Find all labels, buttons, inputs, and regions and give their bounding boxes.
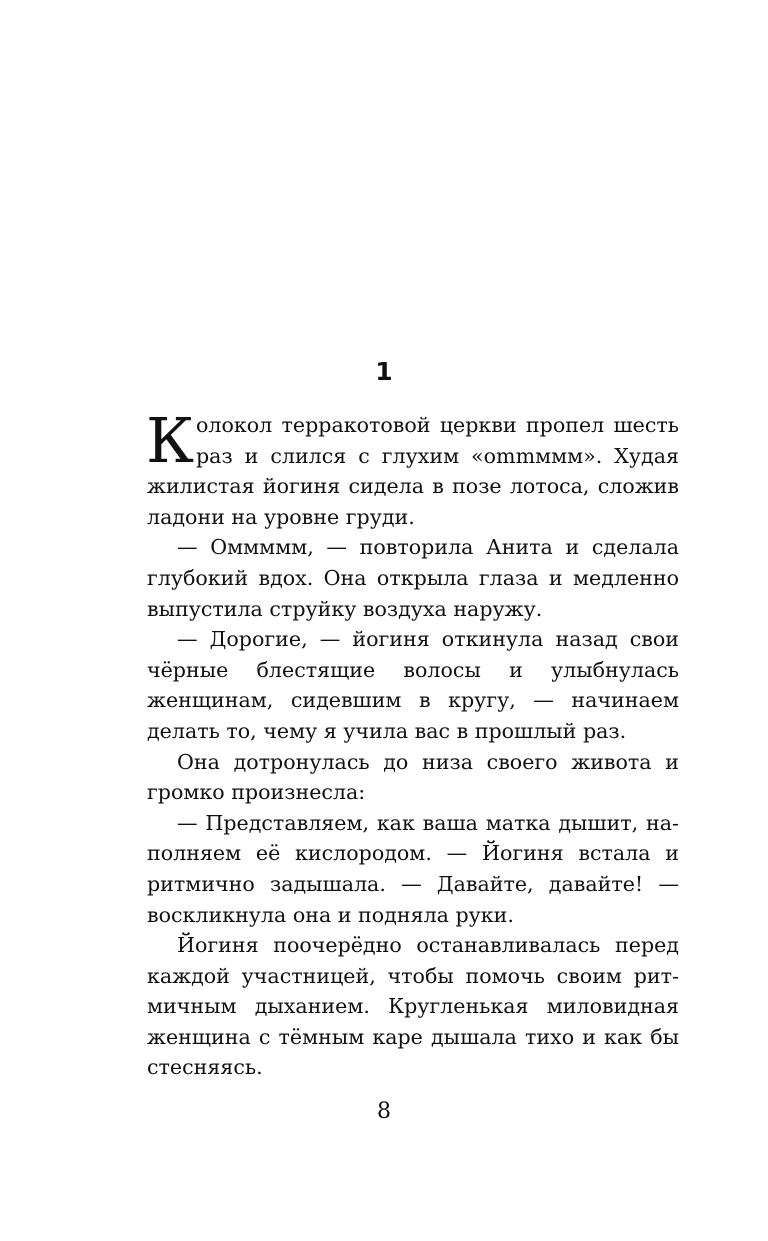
chapter-number: 1 [375,357,393,386]
paragraph-4: Она дотронулась до низа своего живота и громко произнесла: [147,749,679,805]
paragraph-3: — Дорогие, — йогиня откинула назад свои чёрные блестящие волосы и улыбнулась женщинам, сидевшим в кругу, — начинаем делать то, чему я учила вас в прошлый раз. [147,627,679,743]
paragraph-5: — Представляем, как ваша матка дышит, наполняем её кислородом. — Йогиня встала и ритмично задышала. — Давайте, давайте! — воскликнула она и подняла руки. [147,810,679,927]
page-number: 8 [377,1099,391,1124]
paragraph-2: — Оммммм, — повторила Анита и сделала глубокий вдох. Она открыла глаза и медленно выпустила струйку воздуха наружу. [147,535,679,621]
paragraph-1 [146,404,679,532]
chapter-text [146,404,679,1083]
paragraph-6: Йогиня поочерёдно останавливалась перед каждой участницей, чтобы помочь своим ритмичным дыханием. Кругленькая миловидная женщина с тёмным каре дышала тихо и как бы стесняясь. [147,933,679,1080]
paragraph-1-text: олокол терракотовой церкви пропел шесть раз и слился с глухим «ommммм». Худая жилистая йогиня сидела в позе лотоса, сложив ладони на уровне груди. [147,413,679,529]
drop-cap-letter: К [146,404,194,477]
